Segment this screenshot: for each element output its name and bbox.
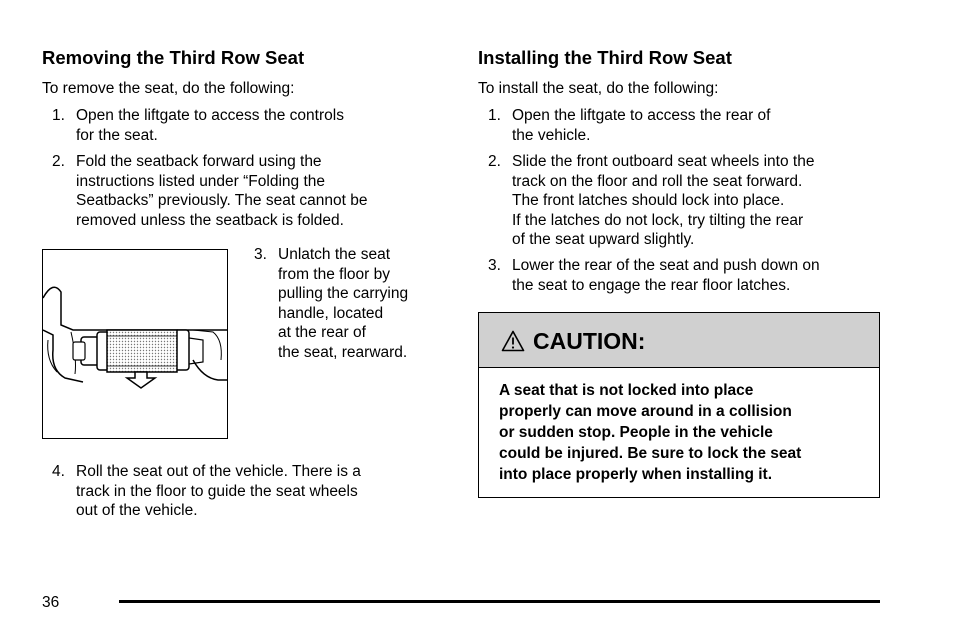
step-text: Roll the seat out of the vehicle. There is a track in the floor to guide the seat wheels out of the vehicle. (76, 463, 361, 519)
installing-step-3 (488, 256, 878, 296)
removing-step-2 (52, 152, 432, 232)
installing-step-2 (488, 152, 878, 252)
removing-intro: To remove the seat, do the following: (42, 80, 295, 97)
step-text: Unlatch the seat from the floor by pulling the carrying handle, located at the rear of the seat, rearward. (278, 246, 409, 361)
seat-handle-illustration (42, 249, 228, 439)
installing-intro: To install the seat, do the following: (478, 80, 719, 97)
step-number: 3. (254, 246, 267, 263)
removing-step-1 (52, 106, 432, 146)
section-heading-installing: Installing the Third Row Seat (478, 47, 732, 68)
footer-rule (119, 600, 880, 603)
page-number: 36 (42, 594, 60, 611)
step-number: 4. (52, 463, 65, 480)
step-text: Open the liftgate to access the controls for the seat. (76, 107, 344, 144)
removing-step-3 (254, 245, 444, 365)
seat-carrying-handle-illustration-icon (43, 250, 228, 439)
step-text: Slide the front outboard seat wheels into the track on the floor and roll the seat forward. The front latches should lock into place. If the latches do not lock, try tilting the rear of the seat upward slightly. (512, 153, 815, 248)
caution-text: A seat that is not locked into place properly can move around in a collision or sudden stop. People in the vehicle could be injured. Be sure to lock the seat into place properly when installing it. (499, 382, 802, 483)
step-number: 2. (52, 153, 65, 170)
removing-step-4 (52, 462, 442, 522)
caution-box (478, 312, 880, 498)
warning-triangle-icon (501, 330, 525, 352)
step-text: Lower the rear of the seat and push down on the seat to engage the rear floor latches. (512, 257, 820, 294)
caution-title: CAUTION: (533, 328, 646, 354)
step-number: 1. (488, 107, 501, 124)
section-heading-removing: Removing the Third Row Seat (42, 47, 305, 68)
installing-step-1 (488, 106, 878, 146)
caution-header (479, 313, 879, 368)
step-text: Open the liftgate to access the rear of the vehicle. (512, 107, 771, 144)
step-number: 3. (488, 257, 501, 274)
step-number: 1. (52, 107, 65, 124)
step-text: Fold the seatback forward using the instructions listed under “Folding the Seatbacks” previously. The seat cannot be removed unless the seatback is folded. (76, 153, 368, 229)
step-number: 2. (488, 153, 501, 170)
